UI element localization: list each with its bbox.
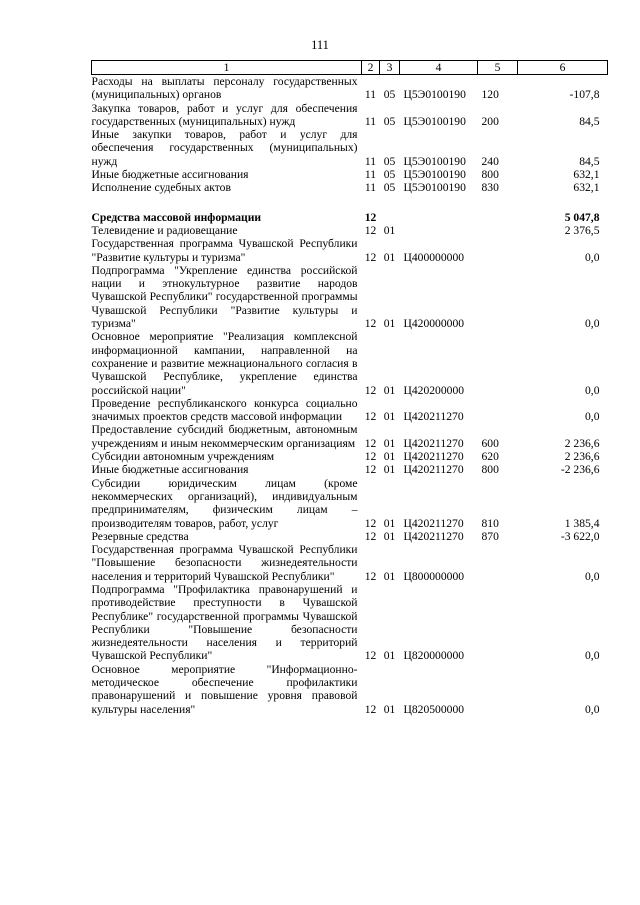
target-article-cell: Ц420211270 — [403, 410, 464, 424]
target-article-cell: Ц5Э0100190 — [403, 88, 466, 102]
amount-cell: 632,1 — [573, 181, 600, 195]
section-code-cell: 12 — [364, 250, 377, 264]
expense-type-cell: 620 — [481, 450, 499, 464]
target-article-cell: Ц420000000 — [403, 317, 465, 331]
target-article-cell: Ц820000000 — [403, 649, 465, 663]
subsection-code-cell: 01 — [383, 529, 396, 543]
row-name-cell: Резервные средства — [91, 529, 189, 543]
expense-type-cell: 830 — [481, 181, 499, 195]
expense-type-cell: 240 — [481, 154, 499, 168]
subsection-code-cell: 01 — [383, 250, 396, 264]
section-code-cell: 12 — [364, 529, 377, 543]
section-code-cell: 12 — [364, 702, 377, 716]
target-article-cell: Ц5Э0100190 — [403, 154, 466, 168]
target-article-cell: Ц420200000 — [403, 383, 465, 397]
amount-cell: 2 236,6 — [564, 436, 600, 450]
subsection-code-cell: 01 — [383, 436, 396, 450]
target-article-cell: Ц420211270 — [403, 463, 464, 477]
expense-type-cell: 600 — [481, 436, 499, 450]
expense-type-cell — [478, 211, 518, 224]
table-body — [92, 75, 608, 716]
header-cell-4: 4 — [400, 61, 478, 75]
subsection-code-cell — [380, 211, 400, 224]
section-code-cell: 11 — [364, 181, 377, 195]
target-article-cell: Ц420211270 — [403, 516, 464, 530]
amount-cell: 0,0 — [585, 250, 600, 264]
section-code-cell: 12 — [364, 463, 377, 477]
amount-cell: 0,0 — [585, 317, 600, 331]
table-row — [92, 237, 608, 264]
row-name-cell: Закупка товаров, работ и услуг для обеспечения государственных (муниципальных) нужд — [91, 101, 358, 128]
row-name-cell: Основное мероприятие "Реализация комплексной информационной кампании, направленной на сохранение и развитие межнационального согласия в Чувашской Республике, укрепление единства российской нации" — [91, 330, 358, 397]
spacer-cell — [92, 195, 608, 211]
expense-type-cell: 200 — [481, 114, 499, 128]
section-code-cell: 12 — [364, 569, 377, 583]
table-row — [92, 543, 608, 583]
table-row — [92, 423, 608, 450]
table-row — [92, 663, 608, 716]
row-name-cell: Предоставление субсидий бюджетным, автономным учреждениям и иным некоммерческим организациям — [91, 423, 358, 450]
expense-type-cell: 810 — [481, 516, 499, 530]
table-row — [92, 583, 608, 663]
table-row — [92, 477, 608, 530]
row-name-cell: Подпрограмма "Укрепление единства российской нации и этнокультурное развитие народов Чувашской Республики" государственной программы Чувашской Республики "Развитие культуры и туризма" — [91, 263, 358, 331]
section-code-cell: 12 — [364, 450, 377, 464]
amount-cell: 84,5 — [579, 114, 600, 128]
amount-cell: 0,0 — [585, 383, 600, 397]
expense-type-cell: 800 — [481, 168, 499, 182]
amount-cell: -107,8 — [569, 88, 600, 102]
table-row — [92, 397, 608, 424]
target-article-cell: Ц800000000 — [403, 569, 465, 583]
target-article-cell — [400, 211, 478, 224]
amount-cell: 0,0 — [585, 569, 600, 583]
subsection-code-cell: 01 — [383, 702, 396, 716]
amount-cell: 0,0 — [585, 649, 600, 663]
row-name-cell: Подпрограмма "Профилактика правонарушений и противодействие преступности в Чувашской Республике" государственной программы Чувашской Республики "Повышение безопасности жизнедеятельности населения и территорий Чувашской Республики" — [91, 582, 358, 663]
table-row — [92, 75, 608, 102]
section-code-cell: 12 — [364, 516, 377, 530]
amount-cell: 2 376,5 — [564, 223, 600, 237]
expense-type-cell — [478, 224, 518, 237]
expense-type-cell — [478, 583, 518, 663]
target-article-cell — [400, 224, 478, 237]
row-name-cell: Субсидии юридическим лицам (кроме некоммерческих организаций), индивидуальным предпринимателям, физическим лицам – производителям товаров, работ, услуг — [91, 476, 358, 530]
expense-type-cell: 800 — [481, 463, 499, 477]
section-code-cell: 11 — [364, 88, 377, 102]
subsection-code-cell: 01 — [383, 569, 396, 583]
row-name-cell: Проведение республиканского конкурса социально значимых проектов средств массовой информации — [91, 396, 358, 424]
subsection-code-cell: 01 — [383, 383, 396, 397]
table-row — [92, 181, 608, 194]
target-article-cell: Ц420211270 — [403, 450, 464, 464]
section-code-cell: 11 — [364, 114, 377, 128]
row-name-cell: Субсидии автономным учреждениям — [91, 450, 275, 464]
subsection-code-cell: 01 — [383, 223, 396, 237]
expense-type-cell — [478, 264, 518, 330]
subsection-code-cell: 05 — [383, 181, 396, 195]
target-article-cell: Ц5Э0100190 — [403, 114, 466, 128]
subsection-code-cell: 05 — [383, 154, 396, 168]
table-row — [92, 330, 608, 396]
subsection-code-cell: 01 — [383, 516, 396, 530]
section-code-cell: 12 — [364, 436, 377, 450]
section-code-cell: 11 — [364, 154, 377, 168]
page-number: 111 — [311, 38, 329, 52]
table-row — [92, 450, 608, 463]
expense-type-cell — [478, 543, 518, 583]
header-cell-5: 5 — [478, 61, 518, 75]
row-name-cell: Иные бюджетные ассигнования — [91, 168, 249, 182]
subsection-code-cell: 05 — [383, 168, 396, 182]
amount-cell: 84,5 — [579, 154, 600, 168]
table-row — [92, 128, 608, 168]
table-row — [92, 530, 608, 543]
section-code-cell: 12 — [364, 317, 377, 331]
row-name-cell: Государственная программа Чувашской Республики "Повышение безопасности жизнедеятельности населения и территорий Чувашской Республики" — [91, 543, 358, 583]
target-article-cell: Ц420211270 — [403, 436, 464, 450]
target-article-cell: Ц5Э0100190 — [403, 181, 466, 195]
header-cell-3: 3 — [380, 61, 400, 75]
subsection-code-cell: 05 — [383, 114, 396, 128]
row-name-cell: Расходы на выплаты персоналу государственных (муниципальных) органов — [91, 75, 358, 102]
row-name-cell: Исполнение судебных актов — [91, 181, 231, 195]
target-article-cell: Ц820500000 — [403, 702, 465, 716]
row-name-cell: Государственная программа Чувашской Республики "Развитие культуры и туризма" — [91, 237, 358, 264]
expense-type-cell — [478, 237, 518, 264]
row-name-cell: Иные закупки товаров, работ и услуг для обеспечения государственных (муниципальных) нужд — [91, 128, 358, 168]
expense-type-cell: 120 — [481, 88, 499, 102]
table-row — [92, 224, 608, 237]
section-code-cell: 12 — [364, 210, 377, 224]
table-row — [92, 168, 608, 181]
amount-cell: 0,0 — [585, 702, 600, 716]
subsection-code-cell: 01 — [383, 410, 396, 424]
amount-cell: 632,1 — [573, 168, 600, 182]
target-article-cell: Ц5Э0100190 — [403, 168, 466, 182]
amount-cell: 1 385,4 — [564, 516, 600, 530]
section-code-cell: 11 — [364, 168, 377, 182]
subsection-code-cell: 01 — [383, 317, 396, 331]
row-name-cell: Телевидение и радиовещание — [91, 223, 238, 237]
table-row — [92, 102, 608, 129]
subsection-code-cell: 01 — [383, 649, 396, 663]
section-code-cell: 12 — [364, 383, 377, 397]
expense-type-cell: 870 — [481, 529, 499, 543]
table-row — [92, 211, 608, 224]
budget-table — [91, 60, 608, 716]
subsection-code-cell: 01 — [383, 450, 396, 464]
subsection-code-cell: 05 — [383, 88, 396, 102]
spacer-row — [92, 195, 608, 211]
subsection-code-cell: 01 — [383, 463, 396, 477]
table-row — [92, 463, 608, 476]
section-code-cell: 12 — [364, 410, 377, 424]
expense-type-cell — [478, 397, 518, 424]
amount-cell: 2 236,6 — [564, 450, 600, 464]
expense-type-cell — [478, 663, 518, 716]
amount-cell: -3 622,0 — [560, 529, 600, 543]
header-row — [92, 61, 608, 75]
section-code-cell: 12 — [364, 223, 377, 237]
amount-cell: 0,0 — [585, 410, 600, 424]
row-name-cell: Средства массовой информации — [91, 210, 262, 224]
amount-cell: 5 047,8 — [564, 210, 600, 224]
amount-cell: -2 236,6 — [560, 463, 600, 477]
row-name-cell: Основное мероприятие "Информационно-методическое обеспечение профилактики правонарушений и повышение уровня правовой культуры населения" — [91, 662, 358, 716]
header-cell-6: 6 — [518, 61, 608, 75]
expense-type-cell — [478, 330, 518, 396]
target-article-cell: Ц400000000 — [403, 250, 465, 264]
row-name-cell: Иные бюджетные ассигнования — [91, 463, 249, 477]
header-cell-1: 1 — [92, 61, 362, 75]
target-article-cell: Ц420211270 — [403, 529, 464, 543]
header-cell-2: 2 — [362, 61, 380, 75]
table-row — [92, 264, 608, 330]
section-code-cell: 12 — [364, 649, 377, 663]
